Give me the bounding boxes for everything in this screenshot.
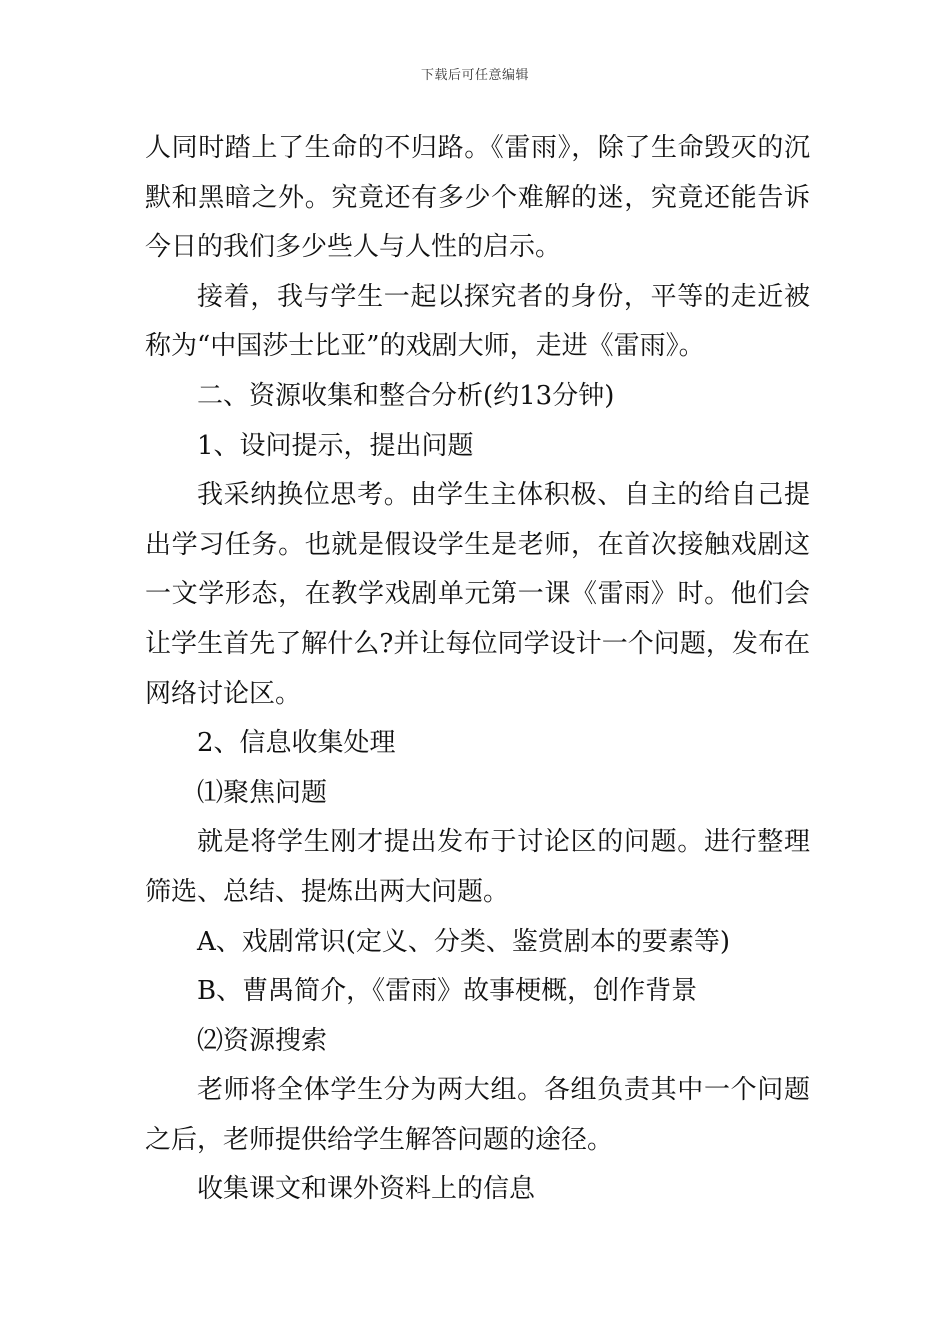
subsection-heading: 2、信息收集处理 (197, 728, 396, 759)
list-item: A、戏剧常识(定义、分类、鉴赏剧本的要素等) (197, 926, 731, 957)
document-body (145, 124, 810, 1215)
subsection-heading: 1、设问提示，提出问题 (197, 430, 474, 461)
paragraph: 收集课文和课外资料上的信息 (197, 1174, 536, 1205)
list-heading: ⑵资源搜索 (197, 1025, 328, 1056)
paragraph: 就是将学生刚才提出发布于讨论区的问题。进行整理筛选、总结、提炼出两大问题。 (145, 827, 810, 907)
page-header: 下载后可任意编辑 (420, 68, 529, 83)
paragraph: 老师将全体学生分为两大组。各组负责其中一个问题之后，老师提供给学生解答问题的途径。 (145, 1075, 810, 1155)
paragraph-continued: 人同时踏上了生命的不归路。《雷雨》，除了生命毁灭的沉默和黑暗之外。究竟还有多少个难解的迷，究竟还能告诉今日的我们多少些人与人性的启示。 (145, 133, 810, 263)
list-item: B、曹禺简介，《雷雨》故事梗概，创作背景 (197, 976, 698, 1007)
paragraph: 接着，我与学生一起以探究者的身份，平等的走近被称为“中国莎士比亚”的戏剧大师，走进《雷雨》。 (145, 281, 810, 362)
list-heading: ⑴聚焦问题 (197, 777, 328, 808)
section-heading: 二、资源收集和整合分析(约13分钟) (197, 380, 615, 411)
paragraph: 我采纳换位思考。由学生主体积极、自主的给自己提出学习任务。也就是假设学生是老师，在首次接触戏剧这一文学形态，在教学戏剧单元第一课《雷雨》时。他们会让学生首先了解什么?并让每位同学设计一个问题，发布在网络讨论区。 (145, 480, 810, 709)
